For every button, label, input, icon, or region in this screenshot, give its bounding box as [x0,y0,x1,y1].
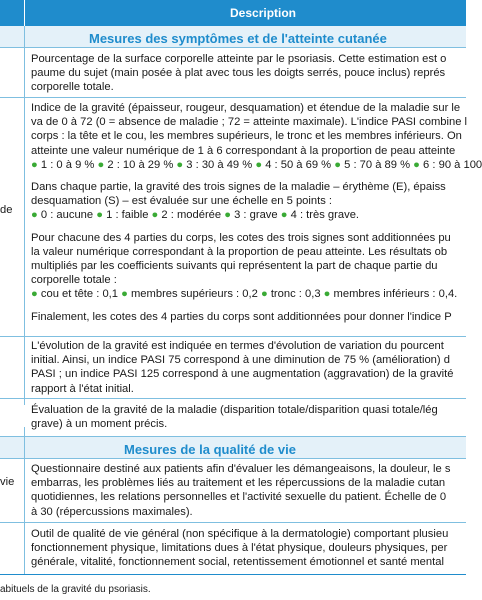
scale-item: 3 : 30 à 49 % [186,158,253,171]
text-line: corporelle totale. [31,81,114,94]
bsa-description [31,52,471,95]
bullet-icon: ● [97,158,105,171]
row-divider [0,398,466,399]
sf36-description [31,527,471,570]
row-divider [0,97,466,98]
text-line: rapport à l'état initial. [31,382,134,395]
text-line: fonctionnement physique, limitations dues à l'état physique, douleurs physiques, per [31,542,448,555]
text-line: Questionnaire destiné aux patients afin d'évaluer les démangeaisons, la douleur, le s [31,463,451,475]
coefficients [31,287,471,301]
coefficient-item: cou et tête : 0,1 [40,288,118,301]
bullet-icon: ● [323,288,331,301]
scale-item: 4 : très grave. [290,209,360,222]
coefficient-item: membres supérieurs : 0,2 [130,288,258,301]
scale-item: 4 : 50 à 69 % [265,158,332,171]
pasi-description [31,101,482,324]
row-divider [0,522,466,523]
bullet-icon: ● [176,158,184,171]
coefficient-item: membres inférieurs : 0,4. [333,288,458,301]
text-line: grave) à un moment précis. [31,418,168,431]
text-line: corporelle totale : [31,274,117,287]
row-label-fragment: de [0,204,13,216]
scale-item: 1 : 0 à 9 % [40,158,95,171]
bullet-icon: ● [413,158,420,171]
text-line: embarras, les problèmes liés au traitement et les répercussions de la maladie cutan [31,477,446,490]
text-line: Pourcentage de la surface corporelle atteinte par le psoriasis. Cette estimation est o [31,53,447,65]
row-divider [0,336,466,337]
description-header: Description [230,6,297,20]
text-line: générale, vitalité, fonctionnement social, retentissement émotionnel et santé mental [31,556,444,569]
section-symptoms [0,26,466,48]
table-bottom-rule [0,574,466,575]
scale-item: 2 : modérée [161,209,222,222]
coefficient-item: tronc : 0,3 [270,288,321,301]
text-line: initial. Ainsi, un indice PASI 75 correspond à une diminution de 75 % (amélioration) d [31,354,450,367]
text-line: Dans chaque partie, la gravité des trois signes de la maladie – érythème (E), épaiss [31,181,446,194]
row-label-fragment: vie [0,476,15,488]
scale-item: 2 : 10 à 29 % [107,158,174,171]
text-line: L'évolution de la gravité est indiquée en termes d'évolution de variation du pourcent [31,340,444,352]
text-line: atteinte une valeur numérique de 1 à 6 correspondant à la proportion de peau atteinte [31,144,456,157]
text-line: multipliés par les coefficients suivants qui représentent la part de chaque partie du [31,260,438,273]
bullet-icon: ● [151,209,159,222]
text-line: quotidiennes, les relations personnelles et l'activité sexuelle du patient. Échelle de 0 [31,491,447,504]
bullet-icon: ● [224,209,231,222]
scale-item: 1 : faible [106,209,149,222]
text-line: Pour chacune des 4 parties du corps, les cotes des trois signes sont additionnées pu [31,231,451,244]
bullet-icon: ● [96,209,104,222]
text-line: desquamation (S) – est évaluée sur une échelle en 5 points : [31,195,333,208]
text-line: à 30 (répercussions maximales). [31,505,193,518]
signs-scale [31,208,471,222]
bullet-icon: ● [260,288,268,301]
bullet-icon: ● [31,288,38,301]
text-line: corps : la tête et le cou, les membres supérieurs, le tronc et les membres inférieurs. On [31,130,462,143]
text-line: Indice de la gravité (épaisseur, rougeur, desquamation) et étendue de la maladie sur le [31,102,461,114]
dlqi-description [31,462,471,519]
section-quality-title: Mesures de la qualité de vie [124,442,296,457]
scale-item: 0 : aucune [40,209,94,222]
section-left-cell [0,26,25,47]
bullet-icon: ● [334,158,342,171]
table-header [0,0,466,26]
footnote: abituels de la gravité du psoriasis. [0,584,151,595]
text-line: paume du sujet (main posée à plat avec tous les doigts serrés, pouce inclus) représ [31,67,446,80]
header-left-cell [0,0,25,26]
column-divider [24,47,25,405]
scale-item: 6 : 90 à 100 [423,158,482,171]
scale-item: 3 : grave [234,209,278,222]
text-line: Finalement, les cotes des 4 parties du corps sont additionnées pour donner l'indice P [31,310,452,323]
bullet-icon: ● [121,288,128,301]
evolution-description [31,339,471,396]
spacer [31,302,471,310]
bullet-icon: ● [31,209,38,222]
text-line: Outil de qualité de vie général (non spécifique à la dermatologie) comportant plusieu [31,528,449,540]
text-line: PASI ; un indice PASI 125 correspond à une augmentation (aggravation) de la gravité [31,368,454,381]
bullet-icon: ● [255,158,263,171]
spacer [31,172,471,180]
bullet-icon: ● [31,158,38,171]
text-line: la valeur numérique correspondant à la proportion de peau atteinte. Les résultats ob [31,245,448,258]
pga-description [31,403,471,431]
section-quality [0,436,466,459]
scale-item: 5 : 70 à 89 % [344,158,411,171]
text-line: va de 0 à 72 (0 = absence de maladie ; 72 = atteinte maximale). L'indice PASI combine l [31,116,468,129]
text-line: Évaluation de la gravité de la maladie (disparition totale/disparition quasi totale/lég [31,404,438,416]
section-symptoms-title: Mesures des symptômes et de l'atteinte cutanée [89,31,387,46]
pasi-scale [31,158,482,172]
section-left-cell [0,437,25,458]
bullet-icon: ● [280,209,288,222]
spacer [31,223,471,231]
